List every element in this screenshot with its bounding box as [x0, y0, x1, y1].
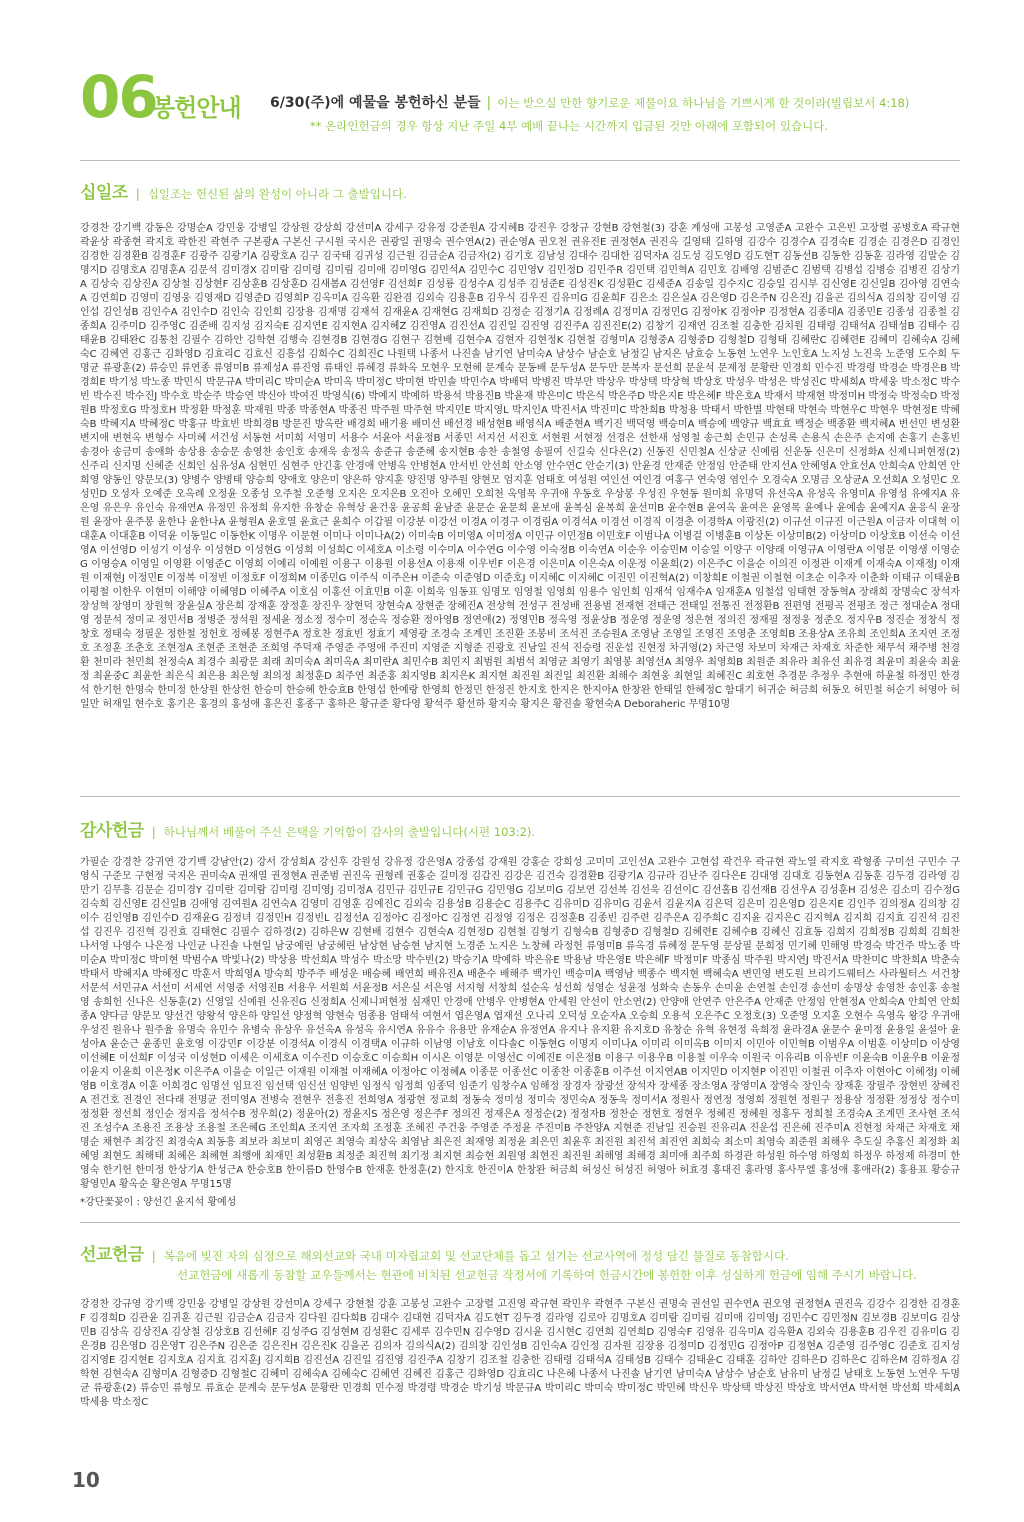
mission-description: 복음에 빚진 자의 심정으로 해외선교와 국내 미자립교회 및 선교단체를 돕고 섬기는 선교사역에 정성 담긴 물질로 동참합시다.: [163, 1249, 789, 1263]
thanks-description: 하나님께서 베풀어 주신 은택을 기억함이 감사의 출발입니다(시편 103:2).: [163, 825, 536, 839]
divider-bar: |: [135, 187, 140, 201]
section-number: 06: [80, 63, 157, 131]
page-number: 10: [72, 1468, 100, 1492]
tithe-description: 십일조는 헌신된 삶의 완성이 아니라 그 출발입니다.: [147, 187, 407, 201]
section-divider: [80, 160, 960, 161]
thanks-title: 감사헌금: [80, 821, 144, 841]
page-title: 봉헌안내: [152, 94, 241, 122]
mission-heading: [80, 1240, 960, 1283]
thanks-note: *강단꽃꽂이 : 양선긴 윤지석 황예성: [80, 1197, 237, 1208]
page-header: [80, 63, 960, 140]
divider-bar: |: [486, 95, 492, 111]
header-subtitle: [270, 92, 909, 112]
online-offering-note: ** 온라인헌금의 경우 항상 지난 주일 4부 예배 끝나는 시간까지 입금된 것만 아래에 포함되어 있습니다.: [310, 119, 829, 133]
header-date-line: 6/30(주)에 예물을 봉헌하신 분들: [270, 95, 481, 111]
thanks-names: 가필순 강경찬 강귀연 강기백 강남안(2) 강서 강성희A 강신후 강원성 강유정 강은영A 강종섭 강재원 강홍순 강희성 고미미 고인선A 고완수 고현섭 곽건우 곽규현 곽노열 곽지호 곽형종 구미선 구민수 구영식 구준모 구현정 국지은 권미숙A 권재열 권정현A 권준범 권진옥 권형레 권홍순 길미정 김갑진 김강은 김건숙 김경환B 김광기A 김규라 김난주 김다은E 김대영 김대호 김동현A 김동훈 김두경 김라영 김만기 김무흥 김문순 김미경Y 김미란 김미람 김미령 김미영J 김미정A 김민규 김민규E 김민규G 김민영G 김보미G 김보연 김선복 김선욱 김선이C 김선홀B 김선재B 김선우A 김성훈H 김성은 김소미 김수정G 김숙희 김신영E 김신일B 김애영 김여원A 김연숙A 김영미 김영훈 김예진C 김외숙 김용성B 김용순C 김용주C 김유미D 김유미G 김윤서 김윤지A 김은덕 김은미 김은영D 김은지E 김인주 김의정A 김의창 김이수 김인영B 김인수D 김재윤G 김정녀 김정민H 김정빈L 김정선A 김정아C 김정아C 김정연 김정영 김정은 김정훈B 김종빈 김주련 김주은A 김주희C 김지윤 김지은C 김지혁A 김지희 김지효 김진석 김진섭 김진우 김진혁 김진효 김태현C 김필수 김하경(2) 김하은W 김현배 김현수 김현숙A 김현정D 김현철 김형기 김형숙B 김형중D 김형철D 김혜련E 김혜수B 김혜신 김효동 김희지 김희정B 김희희 김희찬 나서영 나영수 나은정 나인균 나진솔 나현일 남궁예린 남궁혜린 남상현 남승현 남지현 노경준 노지은 노창혜 라정헌 류영미B 류옥경 류혜정 문두영 문상필 문희정 민기혜 민해영 박경숙 박건주 박노종 박미순A 박미정C 박미현 박범수A 박빛나(2) 박상용 박선희A 박성수 박소망 박수빈(2) 박승기A 박예하 박은유E 박용남 박은영E 박은혜F 박정미F 박종심 박주원 박지연J 박진서A 박찬미C 박찬희A 박춘숙 박태서 박혜지A 박혜정C 박훈서 박희영A 방숙희 방주주 배성운 배승혜 배연희 배유진A 배춘수 배해주 백가인 백승미A 백영남 백종수 백지현 백혜숙A 변민영 변도원 브리기드웨터스 사라월터스 서건창 서문석 서민규A 서선미 서세연 서영중 서영진B 서용우 서원희 서윤정B 서은실 서은영 서지형 서창희 설순옥 성선희 성영순 성윤정 성화숙 손동우 손미윤 손연철 손인경 송선미 송명상 송영찬 송인홍 송철영 송희헌 신나은 신동훈(2) 신영일 신예원 신유진G 신정희A 신제니퍼현정 심재민 안경애 안병우 안병현A 안세원 안선이 안소연(2) 안양애 안연주 안은주A 안재준 안정임 안현정A 안희숙A 안희연 안희종A 양다금 양문모 양선건 양왕석 양은하 양일선 양정혁 양현숙 엄종용 엄태석 여현서 엽은영A 엽재선 오나리 오덕성 오순자A 오승희 오용석 오은주C 오정호(3) 오준영 오지훈 오현수 옥영옥 왕강 우귀애 우성진 원유나 원주율 유명숙 유민수 유병숙 유상우 유선옥A 유성옥 유시연A 유유수 유용만 유재순A 유정연A 유지나 유지환 유지호D 유창순 유혁 유현정 육희정 윤라경A 윤문수 윤미정 윤용일 윤설아 윤성아A 윤순근 윤종민 윤호영 이강민F 이강분 이경석A 이경식 이경택A 이규하 이남영 이남호 이다솔C 이동현G 이명지 이미나A 이미리 이미옥B 이미지 이민아 이민혁B 이범우A 이범훈 이상미D 이상영 이선혜E 이선희F 이성국 이성현D 이세은 이세호A 이수진D 이승호C 이승희H 이시온 이영문 이영선C 이예진E 이은정B 이용구 이용우B 이용철 이우숙 이원국 이유리B 이유빈F 이윤숙B 이윤우B 이윤정 이윤지 이윤희 이은정K 이은주A 이을순 이일근 이재원 이재철 이재혜A 이정아C 이정혜A 이종문 이종선C 이종찬 이종훈B 이주선 이지연AB 이지민D 이지현P 이진민 이철권 이추자 이현아C 이혜정J 이혜영B 이호경A 이훈 이희경C 임명선 임묘진 임선택 임신선 임양빈 임정식 임정희 임종덕 임준기 임창수A 임해정 장경자 장광선 장석자 장세종 장소영A 장영미A 장영숙 장인숙 장재훈 장필주 장현빈 장혜진A 전건호 전경인 전다래 전명균 전미영A 전병숙 전현우 전흥진 전희영A 정광현 정교희 정동숙 정미성 정미숙 정민숙A 정동욱 정미서A 정원사 정연정 정영희 정원현 정원구 정용삼 정정환 정정상 정수미 정정환 정선희 정인순 정지음 정석수B 정우희(2) 정윤아(2) 정윤지S 정은영 정은주F 정의진 정재은A 정정순(2) 정정자B 정찬순 정현호 정현우 정혜진 정혜원 정홍두 정희철 조경숙A 조계민 조사현 조석진 조성수A 조용진 조용상 조용철 조은혜G 조인희A 조지연 조자희 조정훈 조혜진 주건웅 주영준 주정윤 주진미B 주찬양A 지현준 진남일 진승원 진유리A 진운섭 진은혜 진주미A 진현정 차재근 차재호 채명순 채현주 최강진 최경숙A 최동흥 최보라 최보미 최영곤 최영숙 최상옥 최영남 최은진 최재영 최정윤 최은민 최윤후 최진원 최진석 최진연 최희숙 최소미 최영숙 최준원 최해우 추도실 추홍신 최정화 최혜영 최현도 최해태 최혜은 최혜현 최행애 최재민 최성환B 최정준 최진혁 최기정 최지현 최승현 최원영 최현진 최진원 최해영 최해경 최미애 최주희 하경관 하성원 하수영 하영희 하정우 하정제 하경미 한영숙 한기헌 한미정 한상기A 한성근A 한승호B 한이름D 한영수B 한재훈 한정훈(2) 한지호 한진이A 한창완 허금희 허성신 허성진 허영아 허효경 홍대진 홍라영 홍사무엘 홍성애 홍애라(2) 홍용표 황승규 황영민A 황옥순 황은영A 무명15명: [80, 857, 960, 1190]
divider-bar: |: [151, 1249, 156, 1263]
mission-names: 강경찬 강규영 강기백 강민웅 강병일 강상원 강선미A 강세구 강현철 강훈 고봉성 고완수 고장렬 고진영 곽규현 곽민우 곽현주 구본신 권명숙 권선일 권수연A 권오영 권정현A 권진옥 김강수 김경한 김경훈F 김경희D 김관윤 김귀훈 김근원 김금순A 김금자 김다원 김다희B 김대수 김대현 김덕자A 김도현T 김두경 김라영 김로아 김명호A 김미람 김미림 김미애 김미영J 김민수C 김민정N 김보경B 김보미G 김상민B 김상옥 김상진A 김상철 김상호B 김선혜F 김성주G 김성현M 김성환C 김세루 김수민N 김수영D 김시윤 김시현C 김연희 김연희D 김영숙F 김영유 김옥미A 김옥환A 김외숙 김용훈B 김우진 김유미G 김은경B 김은영D 김은영T 김은주N 김은준 김은진H 김은진K 김을곤 김의자 김의식A(2) 김의창 김인성B 김인숙A 김인정 김자원 김장용 김정미D 김정민G 김정아P 김정현A 김준영 김주영C 김준호 김지성 김지영E 김지현E 김지호A 김지효 김지훈J 김지희B 김진선A 김진일 김진영 김진주A 김창기 김조철 김충한 김태령 김태석A 김태성B 김태수 김태윤C 김태훈 김하안 김하은D 김하은C 김하은M 김하정A 김학현 김현숙A 김형미A 김형중D 김형철C 김혜미 김혜숙A 김혜숙C 김혜연 김혜진 김홍근 김화영D 김효리C 나은혜 나종서 나진솔 남기연 남미숙A 남상수 남순호 남유미 남정길 남태호 노동현 노연우 두명균 류광훈(2) 류승민 류형모 류효순 문계숙 문두성A 문황란 민경희 민수정 박경령 박경순 박기성 박문규A 박미리C 박미숙 박미정C 박민혜 박신우 박상택 박상진 박상호 박서연A 박서현 박선희 박세희A 박세용 박소정C: [80, 1299, 960, 1408]
tithe-heading: [80, 178, 960, 203]
divider-bar: |: [151, 825, 156, 839]
thanks-heading: [80, 816, 960, 841]
section-divider: [80, 796, 960, 797]
tithe-title: 십일조: [80, 183, 128, 203]
header-verse: 이는 받으실 만한 향기로운 제물이요 하나님을 기쁘시게 한 것이라(빌립보서 4:18): [497, 96, 910, 110]
mission-title: 선교헌금: [80, 1245, 144, 1265]
mission-description-2: 선교헌금에 새롭게 동참할 교우들께서는 현관에 비치된 선교헌금 작정서에 기록하여 헌금시간에 봉헌한 이후 성실하게 헌금에 임해 주시기 바랍니다.: [177, 1268, 917, 1282]
section-divider: [80, 1222, 960, 1223]
tithe-names: 강경찬 강기백 강동은 강명순A 강민웅 강병일 강상원 강상희 강선미A 강세구 강유정 강준원A 강지혜B 강진우 강창규 강현B 강현철(3) 강훈 계성애 고봉성 고영준A 고완수 고은빈 고장렬 공병호A 곽규현 곽윤상 곽종현 곽지호 곽한진 곽현주 구본광A 구본신 구시원 국시은 권광일 권명숙 권수연A(2) 권순영A 권오천 권유진E 권정현A 권진옥 길영태 길하영 김강수 김경수A 김경숙E 김경순 김경은D 김경인 김경한 김경환B 김경훈F 김광주 김광기A 김광호A 김구 김국태 김귀성 김근원 김금순A 김금자(2) 김기호 김남성 김대수 김대한 김덕자A 김도성 김도영D 김도현T 김동선B 김동한 김동훈 김라영 김말순 김명지D 김명호A 김명훈A 김문석 김미경X 김미람 김미령 김미림 김미애 김미영G 김민석A 김민수C 김민영V 김민정D 김민주R 김민택 김민혁A 김민호 김배영 김범준C 김범택 김병섭 김병승 김병진 김상기A 김상숙 김상진A 김상철 김상현F 김상훈B 김상훈D 김새봄A 김선영F 김선희F 김성룡 김성수A 김성주 김성준E 김성진K 김성환C 김세준A 김송일 김수지C 김승일 김시부 김신영E 김신일B 김아영 김연숙A 김연희D 김영미 김영웅 김영재D 김영준D 김영희P 김옥미A 김옥환 김완겸 김외숙 김용훈B 김우식 김우진 김유미G 김윤희F 김은소 김은실A 김은영D 김은주N 김은진J 김을곤 김의식A 김의창 김이영 김인섭 김인성B 김인수A 김인수D 김인숙 김인희 김장용 김재명 김재석 김재윤A 김재현G 김재희D 김정순 김정기A 김정례A 김정미A 김정민G 김정아K 김정아P 김정현A 김종대A 김종민E 김종성 김종철 김종희A 김주미D 김주영C 김준배 김지성 김지숙E 김지연E 김지현A 김지혜Z 김진영A 김진선A 김진일 김진영 김진주A 김진진E(2) 김창기 김재연 김조철 김충한 김치원 김태령 김태석A 김태성B 김태수 김태윤B 김태완C 김통천 김필수 김하안 김학현 김행숙 김현경B 김현경G 김현구 김현배 김현수A 김현자 김현정K 김현철 김형미A 김형중A 김형중D 김형철D 김형태 김혜란C 김혜련E 김혜미 김혜숙A 김혜숙C 김혜연 김홍근 김화영D 김효리C 김효신 김흥섭 김희수C 김희진C 나원택 나종서 나진솔 남기연 남미숙A 남상수 남순호 남정길 남지은 남효승 노동현 노연우 노인호A 노지성 노진욱 노준영 도수희 두명균 류광훈(2) 류승민 류연종 류영미B 류제성A 류진영 류태인 류혜경 류화옥 모현우 모현혜 문계숙 문동배 문두성A 문두만 문복자 문선희 문운석 문제정 문황란 민경희 민수진 박경령 박경순 박경은B 박경희E 박기성 박노종 박민식 박문규A 박미리C 박미순A 박미옥 박미정C 박미현 박민솔 박민수A 박배덕 박병진 박부만 박상우 박상택 박상혁 박상호 박성우 박성은 박성진C 박세희A 박세웅 박소정C 박수빈 박수진 박수진J 박수호 박순주 박승연 박신아 박여진 박영식(6) 박예지 박예하 박용석 박용진B 박윤재 박은미C 박은식 박은주D 박은지E 박은혜F 박은호A 박재서 박재현 박정미H 박정숙 박정숙D 박정원B 박정호G 박정호H 박정환 박정훈 박재원 박종 박종현A 박종진 박주원 박주현 박지민E 박지영L 박지인A 박진서A 박진미C 박찬희B 박청용 박태서 박한별 박현태 박현숙 박현우C 박현우 박현정E 박혜숙B 박혜지A 박혜정C 박홍규 박효빈 박희경B 방문진 방옥란 배경희 배기용 배미선 배선경 배성현B 배영식A 배준현A 백기진 백덕영 백승미A 백승예 백양규 백효효 백정순 백종환 백지혜A 변선민 변성환 변지애 변현옥 변형수 사미혜 서건성 서동현 서미희 서영미 서용수 서윤아 서윤정B 서종민 서지선 서진호 서현원 서현정 선경은 선한새 성영철 송근희 손민규 손성록 손용식 손은주 손지예 손홍기 손홍빈 송경아 송금미 송애화 송상용 송승문 송영찬 송인호 송재욱 송정옥 송준규 송준혜 송지현B 송찬 송철영 송필여 신길숙 신다은(2) 신동진 신민철A 신상균 신예림 신운동 신은미 신정화A 신제니퍼현정(2) 신주리 신지명 신혜준 신희인 심유성A 심현민 심현주 안긴홍 안경애 안병옥 안병현A 안서빈 안선희 안소영 안수연C 안순기(3) 안윤경 안재준 안정임 안준태 안지선A 안혜영A 안효선A 안희숙A 안희연 안희영 양동인 양문모(3) 양병수 양병태 양승희 양애호 양은미 양은하 양지훈 양진명 양주원 양현모 엄지훈 엄태호 여성원 여인선 여인경 여홍구 연숙영 염인수 오경숙A 오명금 오상균A 오선희A 오성민C 오성민D 오성자 오예준 오옥례 오정윤 오종성 오주철 오준형 오지은 오지은B 오진아 오혜민 오희천 옥영목 우귀애 우동호 우상봉 우성진 우현동 원미희 유명덕 유선옥A 유성옥 유영미A 유영성 유예지A 유은영 유은우 유인숙 유재연A 유정민 유정희 유지한 유창순 유혁상 윤건웅 윤공희 윤남준 윤문순 윤문희 윤보애 윤복심 윤복희 윤선미B 윤수현B 윤여옥 윤여은 윤영목 윤예나 윤예솜 윤예지A 윤응식 윤장원 윤장아 윤주봉 윤한나 윤한나A 윤형원A 윤호열 윤효근 윤희수 이갑필 이강분 이강선 이경A 이경구 이경림A 이경석A 이경선 이경직 이경춘 이경학A 이광진(2) 이규선 이규진 이근원A 이금자 이대혁 이대훈A 이대훈B 이덕윤 이동일C 이동한K 이명우 이문현 이미나 이미나A(2) 이미숙B 이미영A 이미정A 이민규 이민정B 이민호F 이범나A 이병걸 이병훈B 이상돈 이상미B(2) 이상미D 이상호B 이선숙 이선영A 이선영D 이성기 이성우 이성현D 이성현G 이성희 이성희C 이세호A 이소령 이수미A 이수연G 이수영 이숙정B 이숙연A 이순우 이승민M 이승일 이양구 이양래 이영규A 이영란A 이영문 이영생 이영순G 이영승A 이영일 이영환 이영준C 이영희 이예리 이예원 이용구 이용원 이용선A 이용재 이우빈F 이은경 이은미A 이은숙A 이운정 이윤희(2) 이은주C 이을순 이의진 이정관 이재계 이재숙A 이재정J 이재원 이재현J 이정민E 이정복 이정빈 이정호F 이정희M 이종민G 이주식 이주은H 이준숙 이준영D 이준호J 이지혜C 이지혜C 이진민 이진혁A(2) 이창희E 이철권 이철현 이초순 이추자 이춘화 이태규 이태윤B 이평철 이한우 이현미 이해양 이혜영D 이혜주A 이호심 이홍선 이효민B 이훈 이희욱 임동표 임명모 임영철 임영희 임용수 임인희 임재석 임재수A 임재훈A 임철섭 임태현 장동혁A 장래희 장명숙C 장석자 장성혁 장영미 장원혁 장윤실A 장은희 장재훈 장정훈 장진우 장현덕 장현숙A 장현준 장혜진A 전상혁 전성구 전성배 전용범 전재현 전태근 전태일 전통진 전정환B 전편영 전평곡 전평조 정근 정대순A 정대영 정문석 정미교 정민서B 정병준 정석원 정세윤 정소정 정수미 정순옥 정승환 정아영B 정연애(2) 정영민B 정옥영 정윤상B 정운영 정운영 정은현 정의진 정재필 정정웅 정준오 정지우B 정진순 정창식 정창호 정태숙 정필운 정한철 정헌호 정혜봉 정현주A 정호찬 정효빈 정효기 제영광 조경숙 조계민 조진환 조봉비 조석진 조승원A 조영남 조영일 조영진 조영춘 조영희B 조용상A 조유희 조인희A 조지연 조정호 조정훈 조춘호 조현정A 조현준 조현준 조희영 주덕재 주영준 주영애 주진미 지영준 지형준 진광호 진남일 진석 진승령 진운섭 진현정 차귀영(2) 차근영 차보미 차재근 차재호 차준한 채무석 채주병 천경환 천미라 천민희 천정숙A 최경수 최광문 최래 최미숙A 최미옥A 최미란A 최민수B 최민지 최범원 최범석 최영균 최영기 최영봉 최영선A 최영우 최영희B 최원준 최유라 최유선 최유경 최윤미 최윤숙 최윤정 최윤중C 최윤한 최은식 최은용 최은형 최의정 최정훈D 최주연 최준홍 최지영B 최지은K 최지현 최진원 최진일 최진환 최해수 최현웅 최현일 최혜진C 최호현 추경문 추정우 추현애 하윤철 하정민 한경석 한기헌 한명숙 한미정 한상원 한상헌 한승미 한승혜 한승효B 한영섭 한예랑 한영희 한정민 한정진 한지호 한지은 한지아A 한창완 한태일 한혜정C 함대기 허귀순 허금희 허동오 허민철 허순기 허영아 허일만 허재일 현수호 홍기은 홍경의 홍성애 홍은진 홍종구 홍하은 황규준 황다영 황석주 황선하 황지숙 황지은 황진솔 황현숙A Deboraheric 무명10명: [80, 223, 961, 710]
